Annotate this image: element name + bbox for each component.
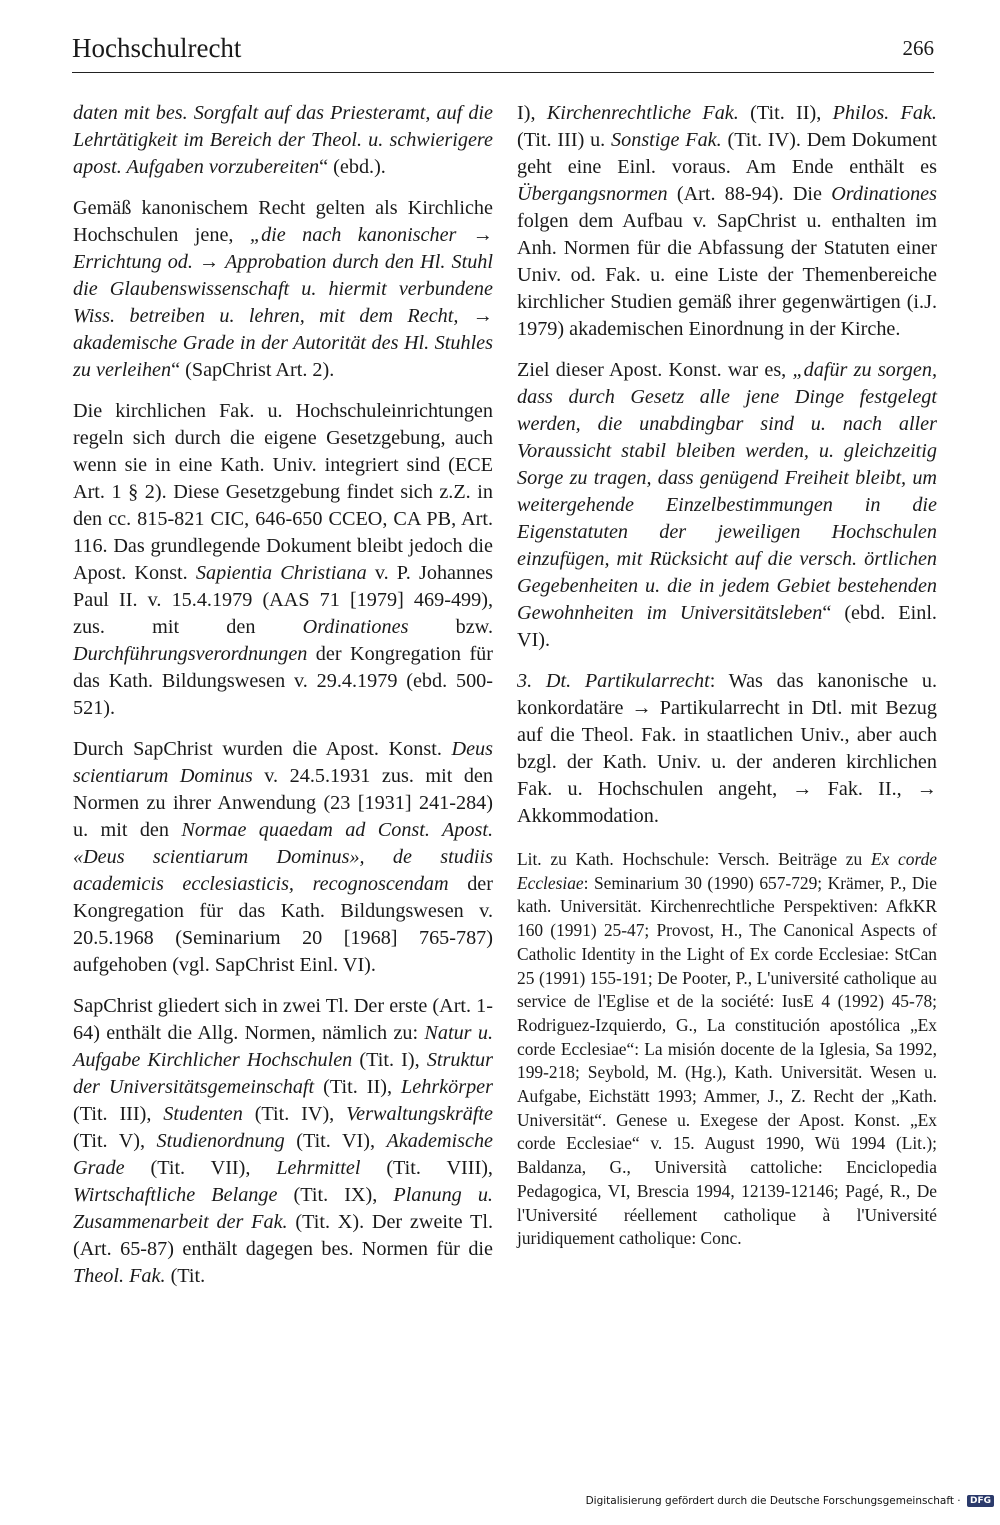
paragraph: Ziel dieser Apost. Konst. war es, „dafür zu sorgen, dass durch Gesetz alle jene Dinge festgelegt werden, die unabdingbar sind u. nach aller Voraussicht stabil bleiben werden, u. gleichzeitig Sorge zu tragen, dass genügend Freiheit bleibt, um weitergehende Einzelbestimmungen in die Eigenstatuten der jeweiligen Hochschulen einzufügen, mit Rücksicht auf die versch. örtlichen Gegebenheiten u. die in jedem Gebiet bestehenden Gewohnheiten im Universitätsleben“ (ebd. Einl. VI). [517, 359, 937, 651]
page-number: 266 [902, 36, 934, 60]
page-header [72, 30, 934, 73]
paragraph: 3. Dt. Partikularrecht: Was das kanonische u. konkordatäre → Partikularrecht in Dtl. mit Bezug auf die Theol. Fak. in staatlichen Univ., aber auch bzgl. der Kath. Univ. u. der anderen kirchlichen Fak. u. Hochschulen angeht, → Fak. II., → Akkommodation. [517, 670, 937, 827]
right-column [517, 100, 937, 1265]
literature-section: Lit. zu Kath. Hochschule: Versch. Beiträge zu Ex corde Ecclesiae: Seminarium 30 (1990) 657-729; Krämer, P., Die kath. Universität. Kirchenrechtliche Perspektiven: AfkKR 160 (1991) 25-47; Provost, H., The Canonical Aspects of Catholic Identity in the Light of Ex corde Ecclesiae: StCan 25 (1991) 155-191; De Pooter, P., L'université catholique au service de l'Eglise et de la société: IusE 4 (1992) 45-78; Rodriguez-Izquierdo, G., La constitución apostólica „Ex corde Ecclesiae“: La misión docente de la Iglesia, Sa 1992, 199-218; Seybold, M. (Hg.), Kath. Universität. Wesen u. Aufgabe, Eichstätt 1993; Ammer, J., Z. Recht der „Kath. Universität“. Genese u. Exegese der Apost. Konst. „Ex corde Ecclesiae“ v. 15. August 1990, Wü 1994 (Lit.); Baldanza, G., Università cattoliche: Enciclopedia Pedagogica, VI, Brescia 1994, 12139-12146; Pagé, R., De l'Université réellement catholique à l'Université juridiquement catholique: Conc. [517, 849, 937, 1249]
paragraph: Durch SapChrist wurden die Apost. Konst. Deus scientiarum Dominus v. 24.5.1931 zus. mit den Normen zu ihrer Anwendung (23 [1931] 241-284) u. mit den Normae quaedam ad Const. Apost. «Deus scientiarum Dominus», de studiis academicis ecclesiasticis, recognoscendam der Kongregation für das Kath. Bildungswesen v. 20.5.1968 (Seminarium 20 [1968] 765-787) aufgehoben (vgl. SapChrist Einl. VI). [73, 738, 493, 976]
paragraph: I), Kirchenrechtliche Fak. (Tit. II), Philos. Fak. (Tit. III) u. Sonstige Fak. (Tit. IV). Dem Dokument geht eine Einl. voraus. Am Ende enthält es Übergangsnormen (Art. 88-94). Die Ordinationes folgen dem Aufbau v. SapChrist u. enthalten im Anh. Normen für die Abfassung der Statuten einer Univ. od. Fak. u. eine Liste der Themenbereiche kirchlicher Studien gemäß ihrer gegenwärtigen (i.J. 1979) akademischen Einordnung in der Kirche. [517, 102, 937, 340]
paragraph: SapChrist gliedert sich in zwei Tl. Der erste (Art. 1-64) enthält die Allg. Normen, nämlich zu: Natur u. Aufgabe Kirchlicher Hochschulen (Tit. I), Struktur der Universitätsgemeinschaft (Tit. II), Lehrkörper (Tit. III), Studenten (Tit. IV), Verwaltungskräfte (Tit. V), Studienordnung (Tit. VI), Akademische Grade (Tit. VII), Lehrmittel (Tit. VIII), Wirtschaftliche Belange (Tit. IX), Planung u. Zusammenarbeit der Fak. (Tit. X). Der zweite Tl. (Art. 65-87) enthält dagegen bes. Normen für die Theol. Fak. (Tit. [73, 995, 494, 1287]
running-title: Hochschulrecht [72, 33, 242, 63]
footer-credit: Digitalisierung gefördert durch die Deutsche Forschungsgemeinschaft · [585, 1495, 961, 1507]
paragraph: daten mit bes. Sorgfalt auf das Priesteramt, auf die Lehrtätigkeit im Bereich der Theol. u. schwierigere apost. Aufgaben vorzubereiten“ (ebd.). [73, 102, 493, 178]
paragraph: Die kirchlichen Fak. u. Hochschuleinrichtungen regeln sich durch die eigene Gesetzgebung, auch wenn sie in eine Kath. Univ. integriert sind (ECE Art. 1 § 2). Diese Gesetzgebung findet sich z.Z. in den cc. 815-821 CIC, 646-650 CCEO, CA PB, Art. 116. Das grundlegende Dokument bleibt jedoch die Apost. Konst. Sapientia Christiana v. P. Johannes Paul II. v. 15.4.1979 (AAS 71 [1979] 469-499), zus. mit den Ordinationes bzw. Durchführungsverordnungen der Kongregation für das Kath. Bildungswesen v. 29.4.1979 (ebd. 500-521). [73, 400, 494, 719]
paragraph: Gemäß kanonischem Recht gelten als Kirchliche Hochschulen jene, „die nach kanonischer → Errichtung od. → Approbation durch den Hl. Stuhl die Glaubenswissenschaft u. hiermit verbundene Wiss. betreiben u. lehren, mit dem Recht, → akademische Grade in der Autorität des Hl. Stuhles zu verleihen“ (SapChrist Art. 2). [73, 197, 493, 381]
dfg-logo-icon: DFG [967, 1495, 994, 1507]
left-column [73, 100, 493, 1304]
digitization-footer [520, 1495, 994, 1517]
